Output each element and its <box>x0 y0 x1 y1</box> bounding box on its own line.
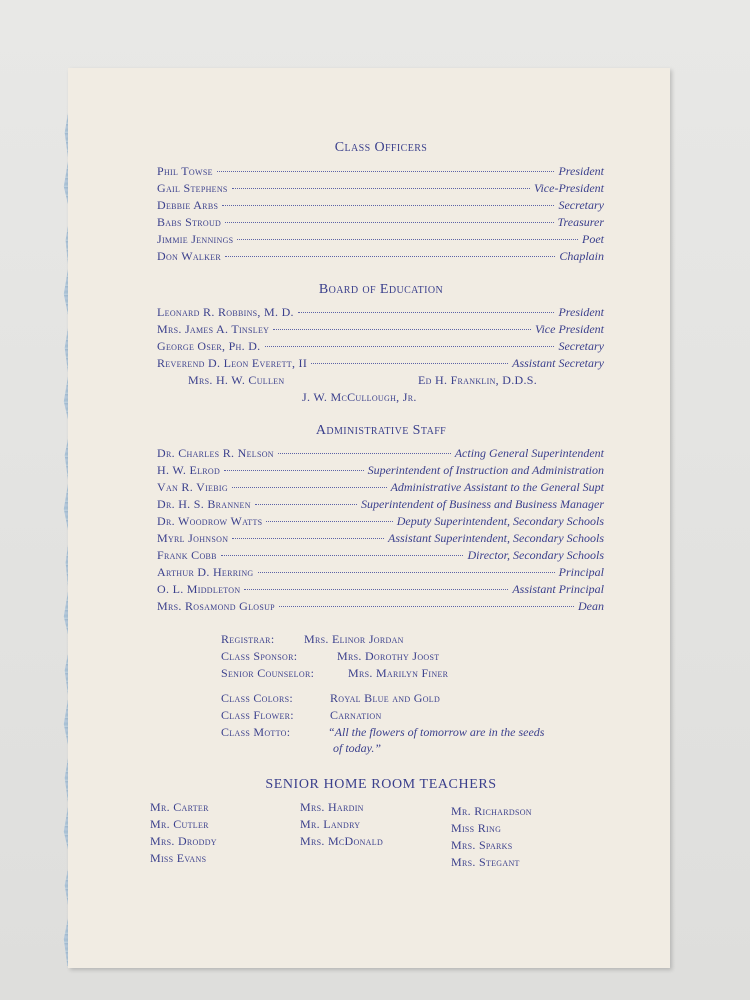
staff-title: Acting General Superintendent <box>454 446 604 460</box>
teacher-name: Mrs. Stegant <box>451 855 520 869</box>
staff-row <box>157 446 604 463</box>
teacher-name: Mr. Richardson <box>451 804 532 818</box>
board-member-row <box>157 322 604 339</box>
class-colors-value: Royal Blue and Gold <box>330 691 441 705</box>
board-of-education-heading: Board of Education <box>318 282 444 297</box>
staff-name: H. W. Elrod <box>157 463 221 477</box>
officer-row <box>157 215 604 232</box>
teacher-name: Mr. Landry <box>300 817 361 831</box>
staff-name: Frank Cobb <box>157 548 217 562</box>
staff-row <box>157 463 604 480</box>
teacher-name: Mrs. McDonald <box>300 834 384 848</box>
class-flower-label: Class Flower: <box>221 708 294 722</box>
dot-leader <box>278 453 451 454</box>
teacher-name: Mr. Carter <box>150 800 209 814</box>
dot-leader <box>258 572 555 573</box>
board-member-name: Leonard R. Robbins, M. D. <box>157 305 294 319</box>
board-member-name: George Oser, Ph. D. <box>157 339 261 353</box>
dot-leader <box>255 504 357 505</box>
teacher-name: Mr. Cutler <box>150 817 209 831</box>
board-member-title: Vice President <box>535 322 604 336</box>
officer-row <box>157 181 604 198</box>
staff-row <box>157 531 604 548</box>
staff-row <box>157 565 604 582</box>
home-room-teachers-heading: SENIOR HOME ROOM TEACHERS <box>265 777 497 792</box>
administrative-staff-heading: Administrative Staff <box>315 423 447 438</box>
board-member-cullen: Mrs. H. W. Cullen <box>188 373 285 387</box>
board-member-row <box>157 305 604 322</box>
officer-name: Phil Towse <box>157 164 213 178</box>
dot-leader <box>225 256 555 257</box>
board-member-franklin: Ed H. Franklin, D.D.S. <box>418 373 538 387</box>
staff-name: O. L. Middleton <box>157 582 241 596</box>
class-sponsor-value: Mrs. Dorothy Joost <box>337 649 440 663</box>
registrar-label: Registrar: <box>221 632 275 646</box>
dot-leader <box>273 329 531 330</box>
officer-name: Babs Stroud <box>157 215 222 229</box>
staff-name: Arthur D. Herring <box>157 565 254 579</box>
board-member-row <box>157 339 604 356</box>
staff-row <box>157 480 604 497</box>
staff-name: Dr. H. S. Brannen <box>157 497 251 511</box>
officer-title: Chaplain <box>559 249 604 263</box>
senior-counselor-label: Senior Counselor: <box>221 666 315 680</box>
class-sponsor-label: Class Sponsor: <box>221 649 298 663</box>
dot-leader <box>225 222 553 223</box>
officer-name: Jimmie Jennings <box>157 232 234 246</box>
class-motto-line-2: of today.” <box>333 741 382 755</box>
staff-name: Van R. Viebig <box>157 480 228 494</box>
officer-title: President <box>558 164 604 178</box>
officer-title: Poet <box>582 232 604 246</box>
dot-leader <box>224 470 363 471</box>
staff-name: Mrs. Rosamond Glosup <box>157 599 275 613</box>
teacher-name: Mrs. Sparks <box>451 838 513 852</box>
staff-row <box>157 497 604 514</box>
board-member-mccullough: J. W. McCullough, Jr. <box>302 390 417 404</box>
registrar-value: Mrs. Elinor Jordan <box>304 632 404 646</box>
teacher-name: Miss Evans <box>150 851 207 865</box>
dot-leader <box>311 363 508 364</box>
officer-title: Vice-President <box>534 181 604 195</box>
class-motto-label: Class Motto: <box>221 725 291 739</box>
teacher-name: Mrs. Hardin <box>300 800 364 814</box>
dot-leader <box>265 346 555 347</box>
class-motto-line-1: “All the flowers of tomorrow are in the seeds <box>328 725 545 739</box>
dot-leader <box>232 188 530 189</box>
dot-leader <box>237 239 578 240</box>
class-colors-label: Class Colors: <box>221 691 294 705</box>
staff-name: Dr. Charles R. Nelson <box>157 446 274 460</box>
staff-row <box>157 548 604 565</box>
officer-name: Gail Stephens <box>157 181 228 195</box>
dot-leader <box>221 555 464 556</box>
staff-title: Assistant Principal <box>512 582 604 596</box>
board-member-name: Mrs. James A. Tinsley <box>157 322 270 336</box>
officer-name: Debbie Arbs <box>157 198 219 212</box>
staff-row <box>157 514 604 531</box>
staff-row <box>157 599 604 616</box>
dot-leader <box>232 538 384 539</box>
board-member-title: Assistant Secretary <box>512 356 604 370</box>
board-member-title: Secretary <box>558 339 604 353</box>
officer-row <box>157 249 604 266</box>
officer-title: Treasurer <box>557 215 604 229</box>
officer-row <box>157 198 604 215</box>
senior-counselor-value: Mrs. Marilyn Finer <box>348 666 449 680</box>
officer-row <box>157 164 604 181</box>
class-officers-heading: Class Officers <box>334 140 428 155</box>
dot-leader <box>279 606 574 607</box>
board-member-name: Reverend D. Leon Everett, II <box>157 356 308 370</box>
staff-title: Dean <box>578 599 604 613</box>
staff-title: Deputy Superintendent, Secondary Schools <box>396 514 604 528</box>
board-member-row <box>157 356 604 373</box>
staff-title: Superintendent of Business and Business Manager <box>361 497 604 511</box>
officer-row <box>157 232 604 249</box>
staff-title: Superintendent of Instruction and Administration <box>367 463 604 477</box>
staff-title: Director, Secondary Schools <box>467 548 604 562</box>
officer-title: Secretary <box>558 198 604 212</box>
dot-leader <box>266 521 392 522</box>
dot-leader <box>222 205 554 206</box>
staff-title: Principal <box>558 565 604 579</box>
dot-leader <box>244 589 508 590</box>
officer-name: Don Walker <box>157 249 221 263</box>
teacher-name: Mrs. Droddy <box>150 834 217 848</box>
teacher-name: Miss Ring <box>451 821 502 835</box>
staff-title: Administrative Assistant to the General Supt <box>390 480 604 494</box>
staff-name: Dr. Woodrow Watts <box>157 514 263 528</box>
dot-leader <box>217 171 555 172</box>
class-flower-value: Carnation <box>330 708 382 722</box>
staff-name: Myrl Johnson <box>157 531 229 545</box>
dot-leader <box>298 312 555 313</box>
dot-leader <box>232 487 387 488</box>
staff-title: Assistant Superintendent, Secondary Schools <box>388 531 604 545</box>
staff-row <box>157 582 604 599</box>
board-member-title: President <box>558 305 604 319</box>
